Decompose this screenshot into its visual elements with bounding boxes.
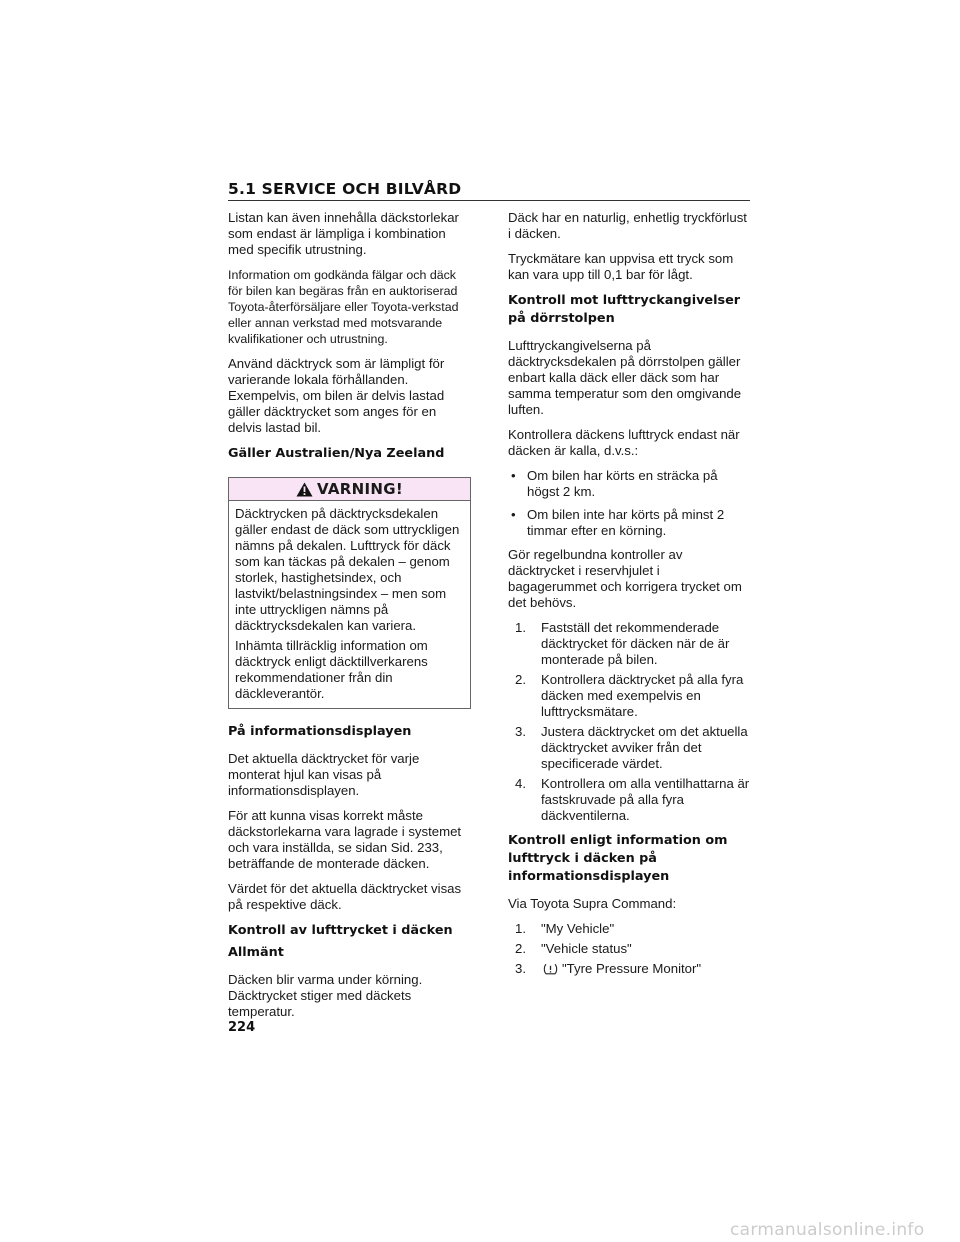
list-item: 1. Fastställ det rekommenderade däcktrycket för däcken när de är monterade på bilen. <box>515 620 730 667</box>
heading-allmant: Allmänt <box>228 945 284 960</box>
warning-title: VARNING! <box>317 480 403 498</box>
paragraph: Gör regelbundna kontroller av däcktrycket i reservhjulet i bagagerummet och korrigera trycket om det behövs. <box>508 547 742 610</box>
heading-info-check: Kontroll enligt information om lufttryck i däcken på informationsdisplayen <box>508 833 728 884</box>
list-item: 3. "Tyre Pressure Monitor" <box>515 961 702 976</box>
heading-door-pillar: Kontroll mot lufttryckangivelser på dörrstolpen <box>508 293 741 326</box>
right-column <box>508 210 751 985</box>
paragraph: Tryckmätare kan uppvisa ett tryck som kan vara upp till 0,1 bar för lågt. <box>508 251 734 282</box>
list-item: 1. "My Vehicle" <box>515 921 615 936</box>
tyre-pressure-warning-icon <box>543 963 558 975</box>
heading-info-display: På informationsdisplayen <box>228 724 412 739</box>
left-column <box>228 210 471 1029</box>
paragraph: Däck har en naturlig, enhetlig tryckförlust i däcken. <box>508 210 747 241</box>
paragraph: Listan kan även innehålla däckstorlekar som endast är lämpliga i kombination med specifik utrustning. <box>228 210 459 257</box>
warning-text: Inhämta tillräcklig information om däcktryck enligt däcktillverkarens rekommendationer från din däckleverantör. <box>235 638 428 701</box>
page-number: 224 <box>228 1020 256 1035</box>
warning-header <box>229 478 470 501</box>
paragraph: Via Toyota Supra Command: <box>508 896 677 911</box>
list-item: 2. Kontrollera däcktrycket på alla fyra däcken med exempelvis en lufttrycksmätare. <box>515 672 744 719</box>
warning-body <box>229 501 470 708</box>
paragraph: Däcken blir varma under körning. Däcktrycket stiger med däckets temperatur. <box>228 972 423 1019</box>
heading-australia: Gäller Australien/Nya Zeeland <box>228 446 445 461</box>
section-header: 5.1 SERVICE OCH BILVÅRD <box>228 180 462 198</box>
paragraph: Lufttryckangivelserna på däcktrycksdekalen på dörrstolpen gäller enbart kalla däck eller däck som har samma temperatur som den omgivande luften. <box>508 338 742 417</box>
list-item: • Om bilen inte har körts på minst 2 timmar efter en körning. <box>511 507 725 538</box>
warning-triangle-icon <box>296 482 313 497</box>
warning-text: Däcktrycken på däcktrycksdekalen gäller endast de däck som uttryckligen nämns på dekalen. Lufttryck för däck som kan täckas på dekalen – genom storlek, hastighetsindex, och lastvikt/belastningsindex – men som inte uttryckligen nämns på däcktrycksdekalen kan variera. <box>235 506 460 633</box>
paragraph: Använd däcktryck som är lämpligt för varierande lokala förhållanden. Exempelvis, om bilen är delvis lastad gäller däcktrycket som anges för en delvis lastad bil. <box>228 356 445 435</box>
header-divider <box>228 200 750 201</box>
list-item: 3. Justera däcktrycket om det aktuella däcktrycket avviker från det specificerade värdet. <box>515 724 748 771</box>
paragraph: Värdet för det aktuella däcktrycket visas på respektive däck. <box>228 881 462 912</box>
list-item: • Om bilen har körts en sträcka på högst 2 km. <box>511 468 718 499</box>
paragraph: Information om godkända fälgar och däck för bilen kan begäras från en auktoriserad Toyota-återförsäljare eller Toyota-verkstad eller annan verkstad med motsvarande kvalifikationer och utrustning. <box>228 268 459 346</box>
bullet-list <box>508 468 751 539</box>
paragraph: För att kunna visas korrekt måste däckstorlekarna vara lagrade i systemet och vara inställda, se sidan Sid. 233, beträffande de monterade däcken. <box>228 808 462 871</box>
watermark: carmanualsonline.info <box>730 1220 925 1240</box>
paragraph: Det aktuella däcktrycket för varje monterat hjul kan visas på informationsdisplayen. <box>228 751 420 798</box>
heading-kontroll: Kontroll av lufttrycket i däcken <box>228 923 453 938</box>
list-item: 4. Kontrollera om alla ventilhattarna är fastskruvade på alla fyra däckventilerna. <box>515 776 750 823</box>
paragraph: Kontrollera däckens lufttryck endast när däcken är kalla, d.v.s.: <box>508 427 740 458</box>
warning-box <box>228 477 471 709</box>
menu-steps <box>508 921 751 977</box>
steps-list <box>508 620 751 824</box>
list-item: 2. "Vehicle status" <box>515 941 632 956</box>
